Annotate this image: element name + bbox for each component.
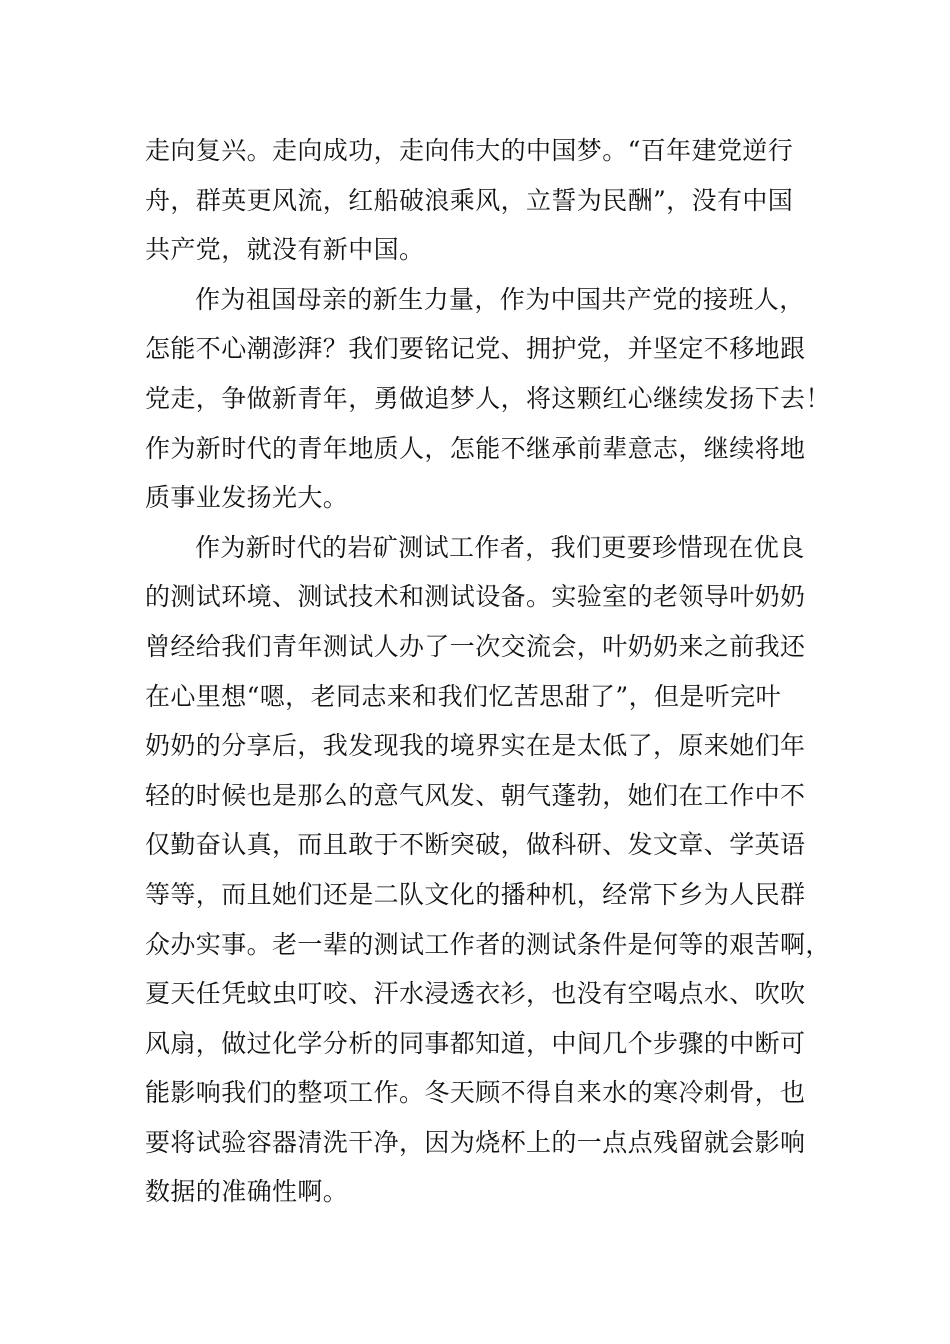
text-line: 轻的时候也是那么的意气风发、朝气蓬勃，她们在工作中不 xyxy=(145,780,806,810)
paragraph-1 xyxy=(145,126,805,275)
text-line: 能影响我们的整项工作。冬天顾不得自来水的寒冷刺骨，也 xyxy=(145,1078,806,1108)
text-line: 在心里想“嗯，老同志来和我们忆苦思甜了”，但是听完叶 xyxy=(145,681,781,711)
text-line: 曾经给我们青年测试人办了一次交流会，叶奶奶来之前我还 xyxy=(145,631,806,661)
document-body xyxy=(145,126,831,1217)
text-line: 共产党，就没有新中国。 xyxy=(145,235,425,265)
text-line: 等等，而且她们还是二队文化的播种机，经常下乡为人民群 xyxy=(145,879,806,909)
text-line: 要将试验容器清洗干净，因为烧杯上的一点点残留就会影响 xyxy=(145,1127,806,1157)
text-line: 众办实事。老一辈的测试工作者的测试条件是何等的艰苦啊， xyxy=(145,929,831,959)
text-line: 走向复兴。走向成功，走向伟大的中国梦。“百年建党逆行 xyxy=(145,136,794,165)
text-line: 风扇，做过化学分析的同事都知道，中间几个步骤的中断可 xyxy=(145,1028,806,1058)
text-line: 的测试环境、测试技术和测试设备。实验室的老领导叶奶奶 xyxy=(145,582,806,612)
text-line: 作为新时代的岩矿测试工作者，我们更要珍惜现在优良 xyxy=(195,532,805,562)
text-line: 舟，群英更风流，红船破浪乘风，立誓为民酬”，没有中国 xyxy=(145,185,794,215)
text-line: 数据的准确性啊。 xyxy=(145,1177,349,1207)
text-line: 作为祖国母亲的新生力量，作为中国共产党的接班人， xyxy=(195,284,805,314)
text-line: 夏天任凭蚊虫叮咬、汗水浸透衣衫，也没有空喝点水、吹吹 xyxy=(145,979,806,1009)
text-line: 作为新时代的青年地质人，怎能不继承前辈意志，继续将地 xyxy=(145,433,806,463)
text-line: 奶奶的分享后，我发现我的境界实在是太低了，原来她们年 xyxy=(145,731,806,761)
text-line: 党走，争做新青年，勇做追梦人，将这颗红心继续发扬下去！ xyxy=(145,383,831,413)
paragraph-2 xyxy=(145,275,831,523)
text-line: 仅勤奋认真，而且敢于不断突破，做科研、发文章、学英语 xyxy=(145,830,806,860)
text-line: 质事业发扬光大。 xyxy=(145,483,349,513)
text-line: 怎能不心潮澎湃？我们要铭记党、拥护党，并坚定不移地跟 xyxy=(145,334,806,364)
paragraph-3 xyxy=(145,523,831,1217)
